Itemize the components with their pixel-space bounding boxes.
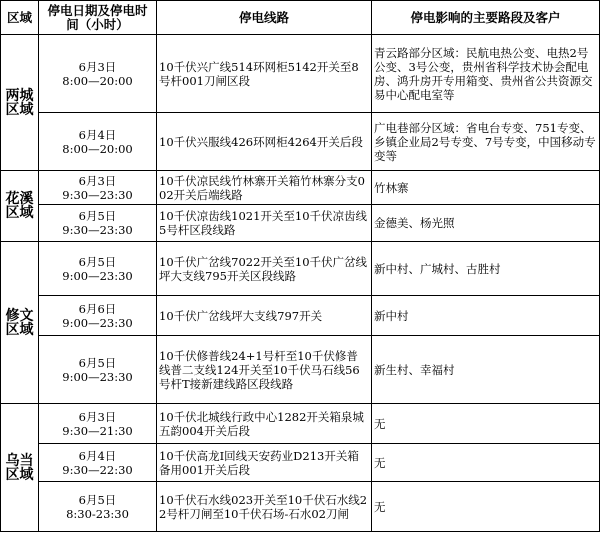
datetime-cell: 6月3日 8:00—20:00: [39, 35, 157, 113]
datetime-cell: 6月3日 9:30—23:30: [39, 171, 157, 205]
line-cell: 10千伏凉齿线1021开关至10千伏凉齿线5号杆区段线路: [157, 205, 372, 242]
area-cell: 竹林寨: [372, 171, 600, 205]
table-row: [1, 205, 600, 242]
area-cell: 新生村、幸福村: [372, 336, 600, 404]
line-cell: 10千伏广岔线7022开关至10千伏广岔线坪大支线795开关区段线路: [157, 242, 372, 296]
datetime-cell: 6月6日 9:00—23:30: [39, 296, 157, 336]
line-cell: 10千伏石水线023开关至10千伏石水线22号杆刀闸至10千伏石场-石水02刀闸: [157, 482, 372, 532]
area-cell: 金德美、杨光照: [372, 205, 600, 242]
line-cell: 10千伏广岔线坪大支线797开关: [157, 296, 372, 336]
area-cell: 新中村、广城村、古胜村: [372, 242, 600, 296]
line-cell: 10千伏兴服线426环网柜4264开关后段: [157, 113, 372, 171]
district-cell: 修文区域: [1, 242, 39, 404]
datetime-cell: 6月5日 9:00—23:30: [39, 336, 157, 404]
line-cell: 10千伏修普线24+1号杆至10千伏修普线普二支线124开关至10千伏马石线56号杆T接新建线路区段线路: [157, 336, 372, 404]
table-row: [1, 296, 600, 336]
table-row: [1, 482, 600, 532]
table-row: [1, 35, 600, 113]
datetime-cell: 6月5日 9:00—23:30: [39, 242, 157, 296]
header-line: 停电线路: [157, 1, 372, 35]
line-cell: 10千伏凉民线竹林寨开关箱竹林寨分支002开关后端线路: [157, 171, 372, 205]
table-row: [1, 336, 600, 404]
area-cell: 青云路部分区域：民航电热公变、电热2号公变、3号公变，贵州省科学技术协会配电房、鸿升房开专用箱变、贵州省公共资源交易中心配电室等: [372, 35, 600, 113]
line-cell: 10千伏北城线行政中心1282开关箱泉城五韵004开关后段: [157, 404, 372, 444]
table-row: [1, 171, 600, 205]
datetime-cell: 6月5日 8:30-23:30: [39, 482, 157, 532]
district-cell: 花溪区域: [1, 171, 39, 242]
line-cell: 10千伏兴广线514环网柜5142开关至8号杆001刀闸区段: [157, 35, 372, 113]
table-row: [1, 113, 600, 171]
header-datetime: 停电日期及停电时间（小时）: [39, 1, 157, 35]
table-row: [1, 444, 600, 482]
table-row: [1, 404, 600, 444]
area-cell: 广电巷部分区域：省电台专变、751专变、乡镇企业局2号专变、7号专变，中国移动专变等: [372, 113, 600, 171]
datetime-cell: 6月5日 9:30—23:30: [39, 205, 157, 242]
district-cell: 两城区域: [1, 35, 39, 171]
district-cell: 乌当区域: [1, 404, 39, 532]
datetime-cell: 6月4日 8:00—20:00: [39, 113, 157, 171]
area-cell: 无: [372, 404, 600, 444]
datetime-cell: 6月3日 9:30—21:30: [39, 404, 157, 444]
table-header-row: [1, 1, 600, 35]
line-cell: 10千伏高龙I回线天安药业D213开关箱备用001开关后段: [157, 444, 372, 482]
datetime-cell: 6月4日 9:30—22:30: [39, 444, 157, 482]
header-area: 停电影响的主要路段及客户: [372, 1, 600, 35]
area-cell: 无: [372, 444, 600, 482]
table-row: [1, 242, 600, 296]
header-district: 区域: [1, 1, 39, 35]
area-cell: 新中村: [372, 296, 600, 336]
area-cell: 无: [372, 482, 600, 532]
